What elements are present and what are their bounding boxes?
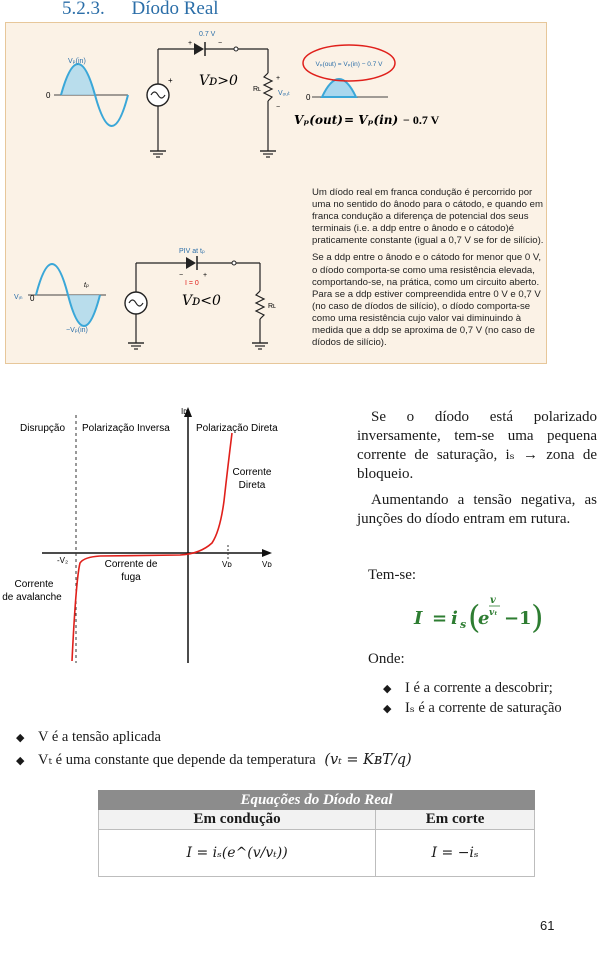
note-line: franca condução a diferença de potencial dos seus [312, 211, 529, 223]
svg-text:Corrente de: Corrente de [104, 559, 158, 570]
column-header-conducao: Em condução [99, 810, 376, 830]
svg-text:s: s [460, 618, 467, 631]
diamond-bullet-icon: ◆ [16, 755, 25, 767]
section-number: 5.2.3. [62, 0, 105, 19]
diode-equation [410, 590, 560, 640]
y-axis-label: Iᴅ [181, 407, 188, 416]
svg-text:Corrente: Corrente [232, 467, 272, 478]
diode-icon [186, 257, 196, 269]
note-line: terminais (i.e. a ddp entre o ânodo e o cátodo)é [312, 223, 515, 235]
note-line: Para se a ddp estiver compreendida entre 0 V e 0,7 V [312, 288, 541, 300]
svg-text:−: − [276, 104, 281, 111]
region-breakdown-label: Disrupção [20, 423, 66, 434]
svg-text:): ) [531, 598, 544, 636]
column-header-corte: Em corte [376, 810, 535, 830]
svg-text:+: + [203, 272, 208, 279]
equation-conducao: I = iₛ(e^(v/vₜ)) [99, 830, 376, 877]
diode-drop-label: 0.7 V [199, 31, 216, 38]
svg-text:Rʟ: Rʟ [253, 86, 261, 93]
equation-corte: I = −iₛ [376, 830, 535, 877]
svg-text:0: 0 [306, 93, 311, 102]
note-paragraph-1 [312, 187, 544, 247]
x-axis-label: Vᴅ [262, 560, 272, 569]
note-line: uma no sentido do ânodo para o cátodo, e quando em [312, 199, 543, 211]
table-caption: Equações do Díodo Real [99, 791, 535, 810]
diamond-bullet-icon: ◆ [16, 732, 25, 744]
svg-text:fuga: fuga [121, 572, 141, 583]
svg-text:0: 0 [30, 294, 35, 303]
svg-text:Vᵢₙ: Vᵢₙ [14, 294, 23, 301]
bullet-voltage: ◆ V é a tensão aplicada [16, 727, 161, 748]
forward-curve [100, 433, 232, 556]
explanation-note [312, 187, 544, 349]
svg-text:Direta: Direta [238, 480, 266, 491]
svg-text:I = 0: I = 0 [185, 280, 199, 287]
region-reverse-label: Polarização Inversa [82, 423, 170, 434]
region-forward-label: Polarização Direta [196, 423, 278, 434]
page-number: 61 [540, 918, 555, 933]
note-line: díodos de silício). [312, 337, 387, 349]
svg-text:−: − [504, 608, 520, 629]
rectifier-figure [5, 22, 547, 364]
note-line: praticamente constante (igual a 0,7 V se for de silício). [312, 235, 544, 247]
note-line: (no caso de díodos de silício), o díodo comporta-se [312, 300, 531, 312]
input-zero-label: 0 [46, 91, 51, 100]
svg-text:1: 1 [519, 608, 532, 629]
svg-text:=: = [432, 608, 448, 629]
paragraph-reverse-bias: Se o díodo está polarizado inversamente, tem-se uma pequena corrente de saturação, iₛ → zona de bloqueio. [357, 409, 597, 482]
svg-text:+: + [188, 40, 193, 47]
svg-text:+: + [276, 75, 281, 82]
svg-text:v: v [490, 595, 496, 606]
svg-text:Corrente: Corrente [14, 579, 54, 590]
note-line: como uma resistência cujo valor vai diminuindo à [312, 312, 522, 324]
bullet-thermal-voltage: ◆ Vₜ é uma constante que depende da temperatura (vₜ = KʙT/q) [16, 750, 412, 771]
vd-negative-label: Vᴅ<0 [182, 293, 221, 309]
diamond-bullet-icon: ◆ [383, 703, 392, 715]
svg-text:−Vₚ(in): −Vₚ(in) [66, 327, 88, 334]
svg-text:I: I [414, 608, 423, 629]
svg-text:vₜ: vₜ [489, 608, 498, 618]
svg-text:tₚ: tₚ [84, 282, 89, 289]
input-vp-label: Vₚ(in) [68, 58, 86, 65]
circled-formula: Vₚ(out) = Vₚ(in) − 0.7 V [315, 61, 383, 68]
vd-mark-label: Vᴅ [222, 560, 232, 569]
svg-text:+: + [168, 76, 173, 85]
diode-icon [194, 43, 204, 55]
note-line: o díodo comporta-se como uma resistência elevada, [312, 264, 535, 276]
note-line: Se a ddp entre o ânodo e o cátodo for menor que 0 V, [312, 252, 541, 264]
note-line: comportando-se, na prática, como um circuito aberto. [312, 276, 540, 288]
note-line: medida que a ddp se aproxima de 0,7 V (no caso de [312, 325, 535, 337]
svg-text:−: − [218, 40, 223, 47]
vout-formula-mid: = Vₚ(in) [344, 113, 399, 127]
section-heading [62, 0, 219, 20]
vt-definition: (vₜ = KʙT/q) [324, 752, 412, 768]
vout-formula-right: − 0.7 V [403, 113, 440, 127]
bullet-saturation: ◆ Iₛ é a corrente de saturação [383, 698, 562, 719]
diamond-bullet-icon: ◆ [383, 683, 392, 695]
svg-text:i: i [451, 608, 458, 629]
label-onde: Onde: [368, 651, 405, 667]
bullet-current: ◆ I é a corrente a descobrir; [383, 678, 553, 699]
neg-vz-label: -V₂ [57, 556, 69, 565]
svg-text:PIV at tₚ: PIV at tₚ [179, 248, 205, 255]
label-temse: Tem-se: [368, 567, 417, 583]
paragraph-breakdown: Aumentando a tensão negativa, as junções do díodo entram em rutura. [357, 492, 597, 527]
svg-text:(: ( [468, 598, 481, 636]
svg-text:de avalanche: de avalanche [2, 592, 62, 603]
section-title: Díodo Real [131, 0, 219, 19]
vout-formula-left: Vₚ(out) [294, 113, 343, 127]
iv-curve-graph [0, 405, 290, 667]
svg-text:Vₒᵤₜ: Vₒᵤₜ [278, 90, 291, 97]
load-resistor-icon [256, 291, 264, 319]
note-line: Um díodo real em franca condução é percorrido por [312, 187, 533, 198]
svg-text:e: e [478, 608, 490, 629]
svg-text:−: − [179, 272, 184, 279]
equations-table [98, 790, 535, 877]
load-resistor-icon [264, 73, 272, 101]
svg-text:Rʟ: Rʟ [268, 303, 276, 310]
note-paragraph-2 [312, 252, 544, 349]
vd-positive-label: Vᴅ>0 [199, 73, 238, 89]
